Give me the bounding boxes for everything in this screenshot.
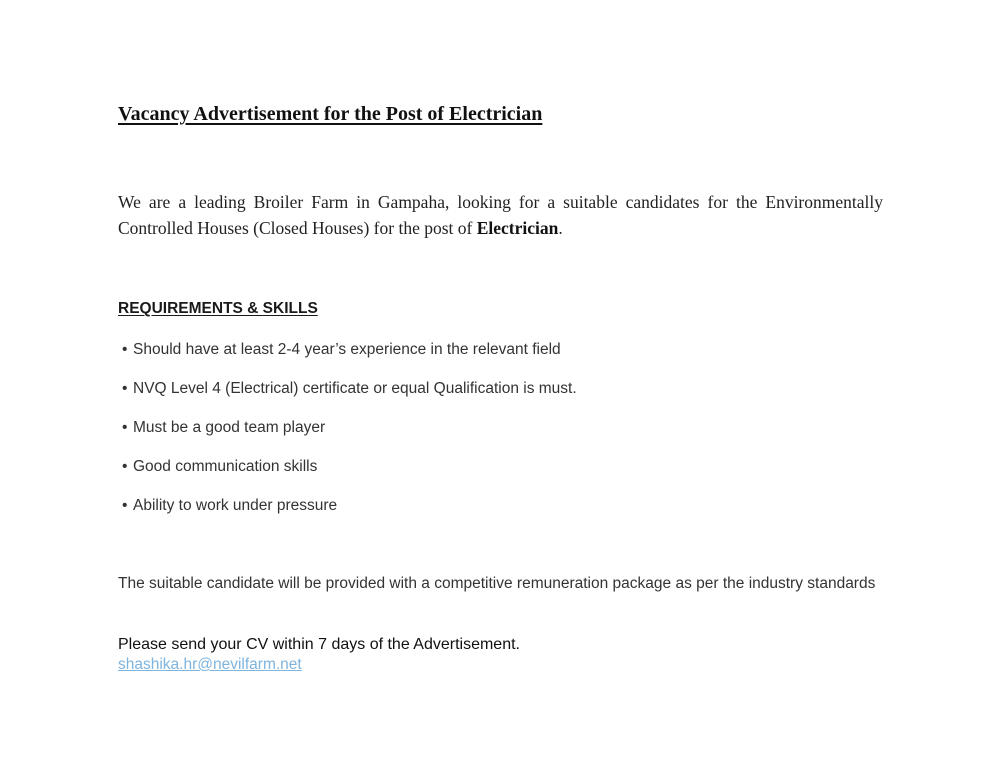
- requirements-heading: REQUIREMENTS & SKILLS: [118, 300, 318, 317]
- page-title: Vacancy Advertisement for the Post of Electrician: [118, 103, 543, 125]
- email-link[interactable]: shashika.hr@nevilfarm.net: [118, 656, 302, 673]
- bullet-icon: •: [122, 497, 128, 514]
- remuneration-paragraph: The suitable candidate will be provided with a competitive remuneration package as per the industry standards: [118, 575, 876, 592]
- bullet-icon: •: [122, 419, 128, 436]
- cv-instruction: Please send your CV within 7 days of the Advertisement.: [118, 636, 520, 653]
- requirement-text: NVQ Level 4 (Electrical) certificate or equal Qualification is must.: [133, 380, 577, 397]
- requirement-item: [122, 417, 577, 456]
- requirement-item: [122, 378, 577, 417]
- requirement-item: [122, 456, 577, 495]
- post-name: Electrician: [476, 218, 559, 238]
- intro-end: .: [558, 218, 563, 238]
- intro-text: We are a leading Broiler Farm in Gampaha, looking for a suitable candidates for the Environmentally Controlled Houses (Closed Houses) for the post of: [118, 192, 883, 238]
- bullet-icon: •: [122, 341, 128, 358]
- requirement-item: [122, 495, 577, 534]
- bullet-icon: •: [122, 458, 128, 475]
- requirement-text: Ability to work under pressure: [133, 497, 338, 514]
- requirement-item: [122, 339, 577, 378]
- requirement-text: Good communication skills: [133, 458, 318, 475]
- requirement-text: Must be a good team player: [133, 419, 326, 436]
- requirement-text: Should have at least 2-4 year’s experience in the relevant field: [133, 341, 561, 358]
- bullet-icon: •: [122, 380, 128, 397]
- requirements-list: [122, 339, 577, 534]
- intro-paragraph: [118, 189, 883, 241]
